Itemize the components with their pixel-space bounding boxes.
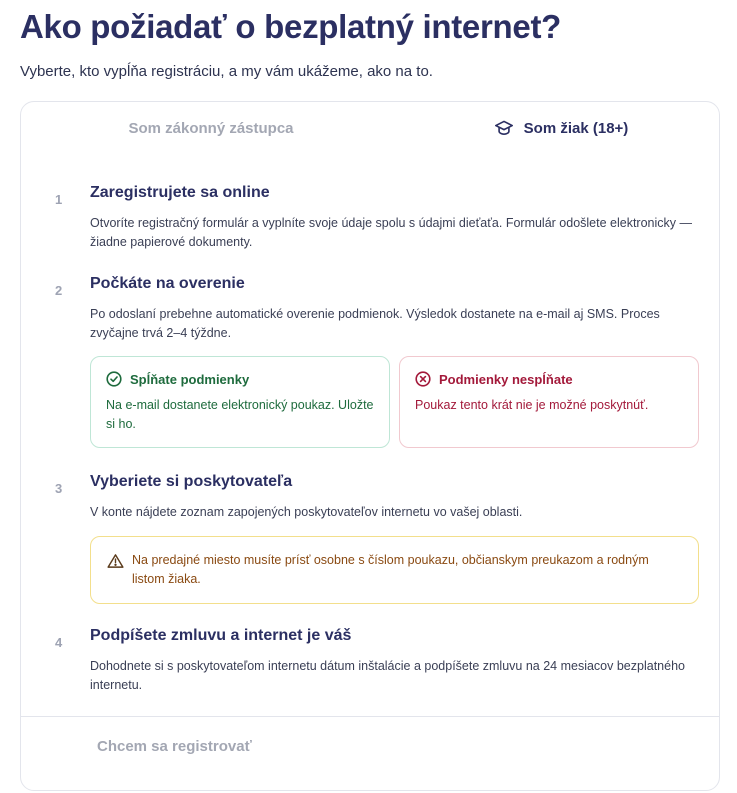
registration-guide-card	[20, 101, 720, 791]
check-circle-icon	[106, 371, 122, 387]
success-title: Spĺňate podmienky	[130, 371, 250, 387]
step-number: 2	[55, 283, 63, 298]
graduation-cap-icon	[494, 119, 514, 137]
page-subtitle: Vyberte, kto vypĺňa registráciu, a my vám ukážeme, ako na to.	[20, 63, 433, 80]
success-text: Na e-mail dostanete elektronický poukaz. Uložte si ho.	[106, 398, 374, 431]
failure-text: Poukaz tento krát nie je možné poskytnúť.	[415, 398, 649, 412]
warning-text: Na predajné miesto musíte prísť osobne s číslom poukazu, občianskym preukazom a rodným listom žiaka.	[132, 553, 649, 586]
page-title: Ako požiadať o bezplatný internet?	[20, 8, 561, 45]
step-text: Otvoríte registračný formulár a vyplníte svoje údaje spolu s údajmi dieťaťa. Formulár odošlete elektronicky — žiadne papierové dokumenty.	[90, 216, 693, 249]
step-title: Vyberiete si poskytovateľa	[90, 473, 293, 490]
role-tabs	[21, 102, 719, 154]
warning-triangle-icon	[107, 553, 124, 569]
step-number: 3	[55, 481, 63, 496]
success-result-box	[90, 356, 390, 448]
step-title: Zaregistrujete sa online	[90, 184, 270, 201]
divider	[21, 716, 719, 717]
failure-result-box	[399, 356, 699, 448]
tab-legal-guardian[interactable]	[21, 102, 401, 154]
step-text: V konte nájdete zoznam zapojených poskytovateľov internetu vo vašej oblasti.	[90, 505, 523, 519]
step-text: Po odoslaní prebehne automatické overenie podmienok. Výsledok dostanete na e-mail aj SMS. Proces zvyčajne trvá 2–4 týždne.	[90, 307, 660, 340]
tab-label: Som zákonný zástupca	[128, 119, 294, 137]
step-number: 4	[55, 635, 63, 650]
step-number: 1	[55, 192, 63, 207]
register-button[interactable]: Chcem sa registrovať	[97, 738, 252, 755]
failure-title: Podmienky nespĺňate	[439, 371, 573, 387]
warning-box	[90, 536, 699, 604]
step-title: Podpíšete zmluvu a internet je váš	[90, 627, 352, 644]
step-title: Počkáte na overenie	[90, 275, 245, 292]
step-text: Dohodnete si s poskytovateľom internetu dátum inštalácie a podpíšete zmluvu na 24 mesiacov bezplatného internetu.	[90, 659, 685, 692]
tab-student[interactable]	[401, 102, 720, 154]
x-circle-icon	[415, 371, 431, 387]
tab-label: Som žiak (18+)	[523, 119, 629, 137]
